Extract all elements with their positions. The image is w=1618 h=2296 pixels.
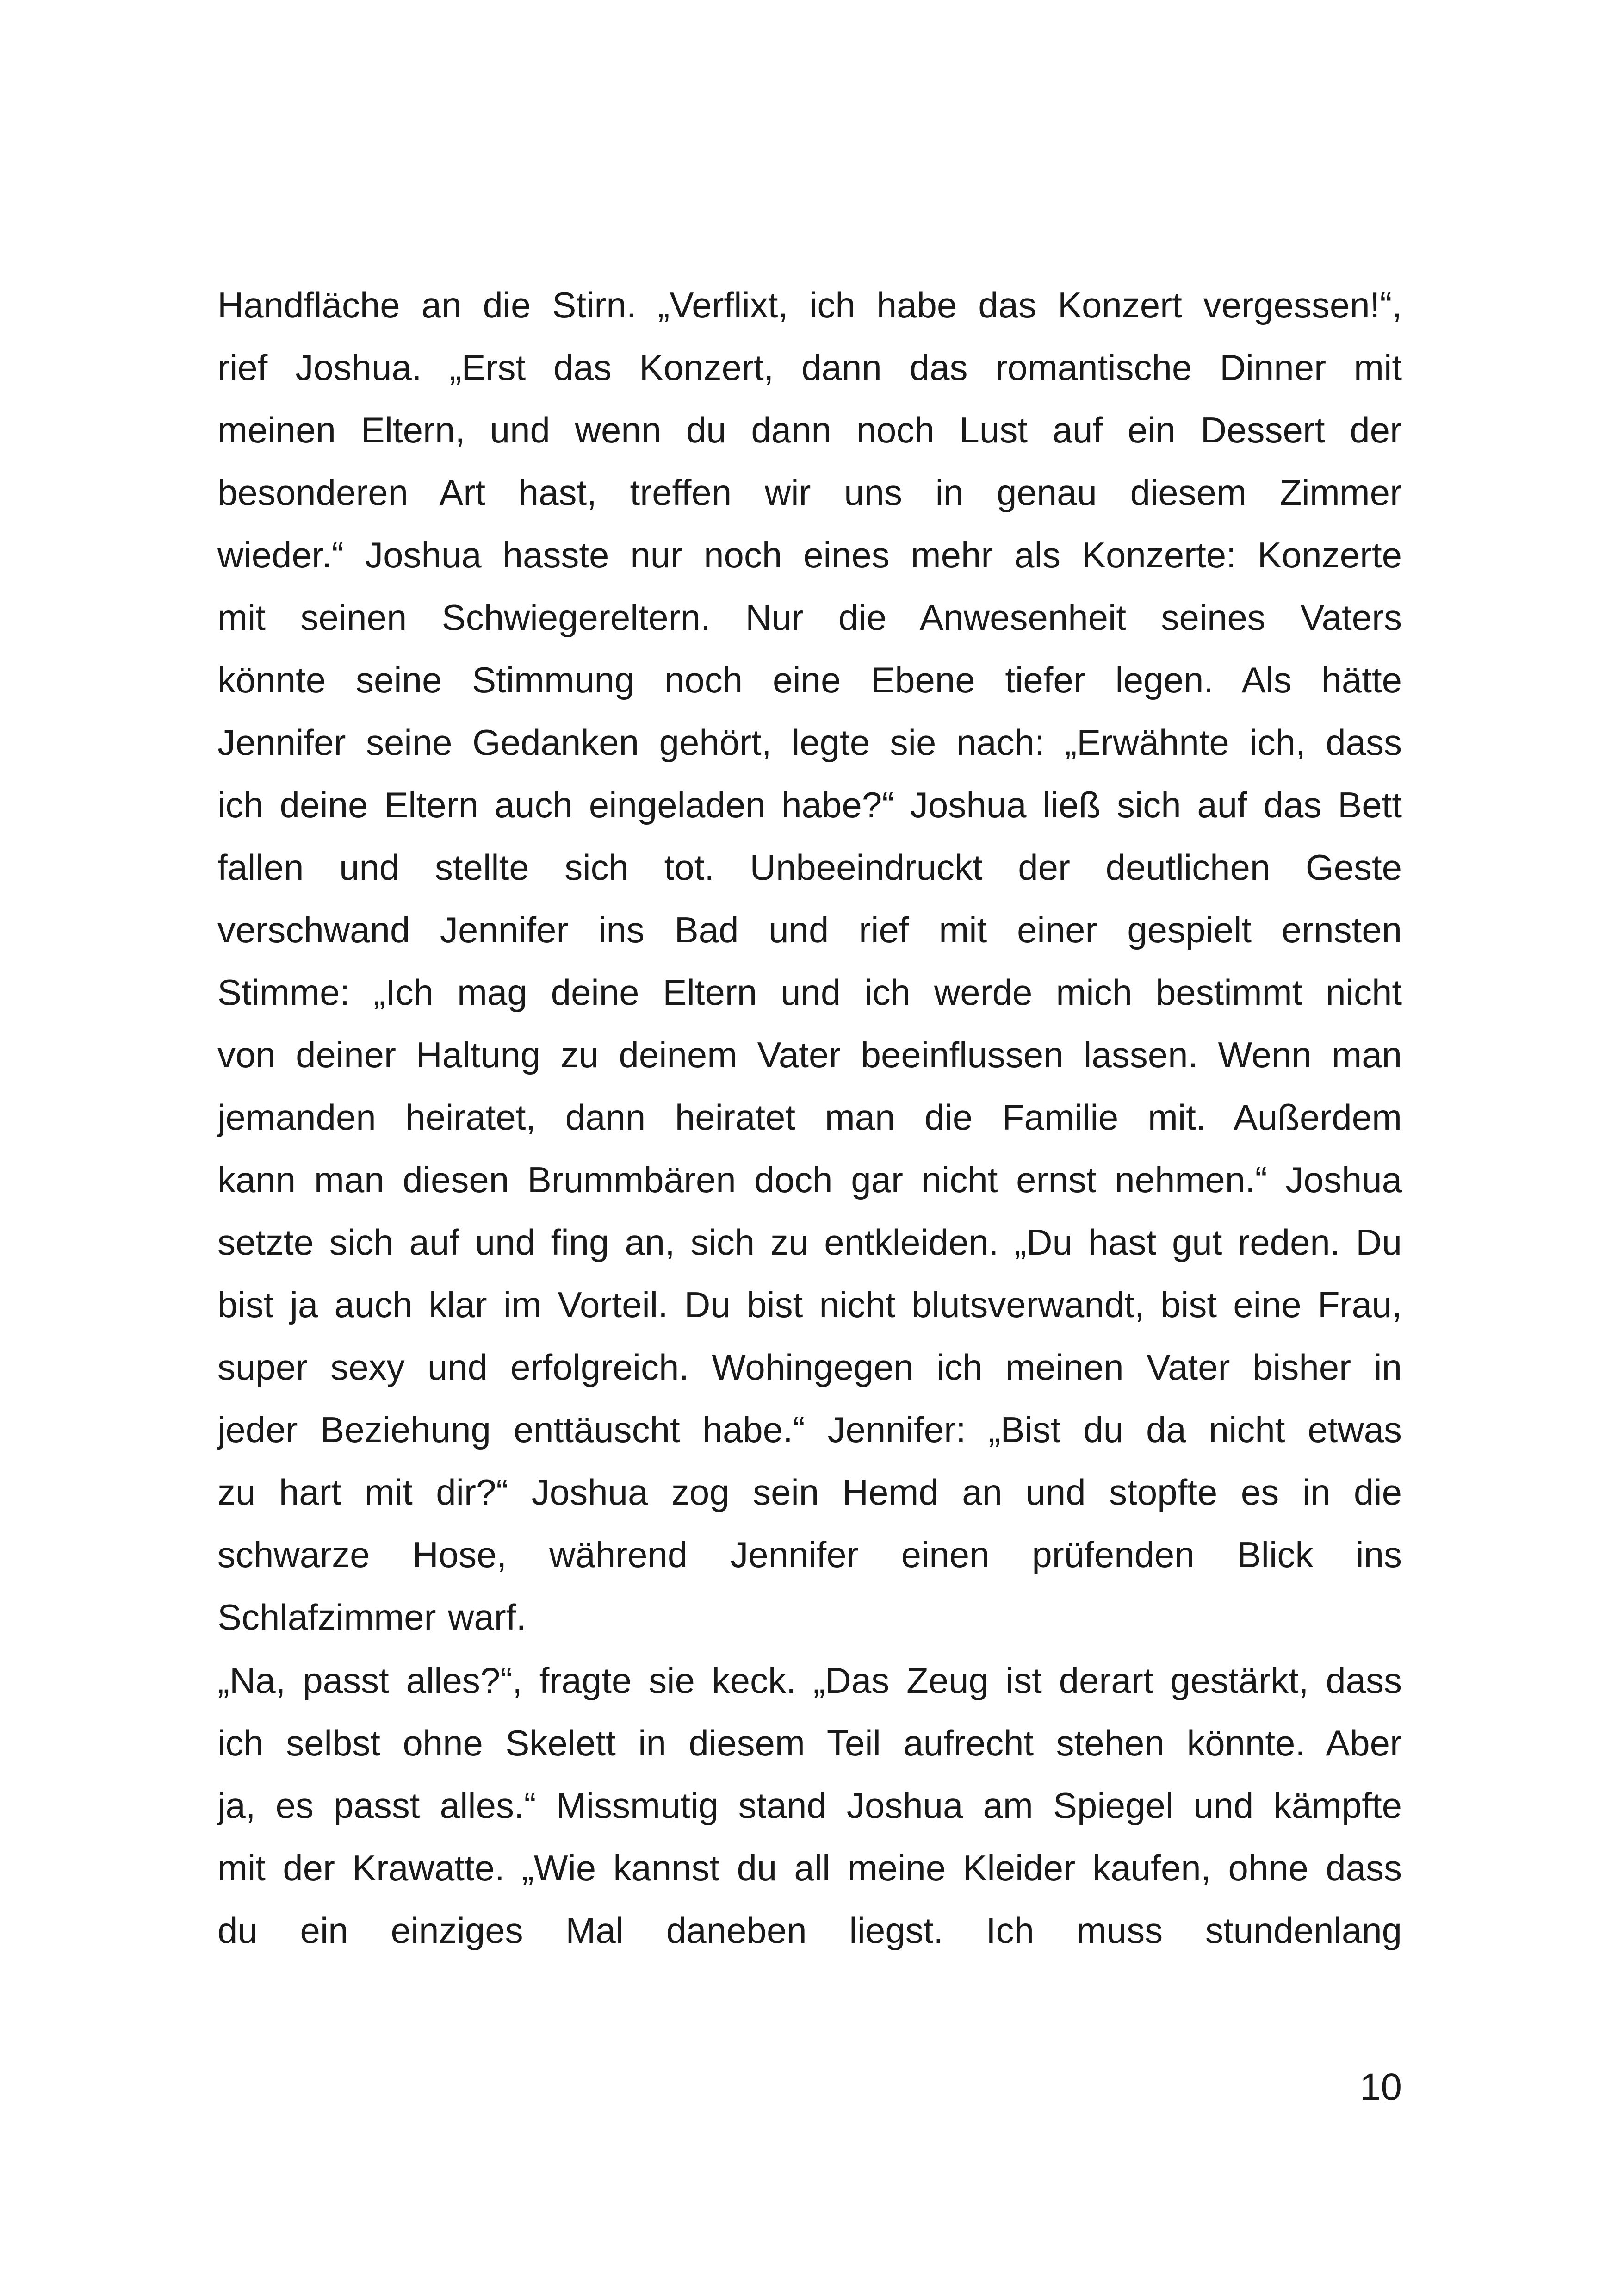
text-line: Jennifer seine Gedanken gehört, legte sie nach: „Erwähnte ich, dass <box>217 722 1402 763</box>
text-line: könnte seine Stimmung noch eine Ebene tiefer legen. Als hätte <box>217 660 1402 700</box>
text-line: Schlafzimmer warf. <box>217 1597 527 1637</box>
text-line: fallen und stellte sich tot. Unbeeindruckt der deutlichen Geste <box>217 847 1402 888</box>
text-line: jemanden heiratet, dann heiratet man die Familie mit. Außerdem <box>217 1097 1402 1138</box>
text-line: zu hart mit dir?“ Joshua zog sein Hemd an und stopfte es in die <box>217 1472 1402 1512</box>
text-line: mit seinen Schwiegereltern. Nur die Anwesenheit seines Vaters <box>217 597 1402 638</box>
text-line: bist ja auch klar im Vorteil. Du bist nicht blutsverwandt, bist eine Frau, <box>217 1284 1402 1325</box>
text-line: besonderen Art hast, treffen wir uns in genau diesem Zimmer <box>217 472 1402 513</box>
text-line: wieder.“ Joshua hasste nur noch eines mehr als Konzerte: Konzerte <box>217 535 1402 575</box>
text-line: von deiner Haltung zu deinem Vater beeinflussen lassen. Wenn man <box>217 1034 1402 1075</box>
paragraph-2 <box>217 1649 1402 1962</box>
text-line: rief Joshua. „Erst das Konzert, dann das romantische Dinner mit <box>217 347 1402 388</box>
text-line: jeder Beziehung enttäuscht habe.“ Jennifer: „Bist du da nicht etwas <box>217 1409 1402 1450</box>
text-line: kann man diesen Brummbären doch gar nicht ernst nehmen.“ Joshua <box>217 1159 1402 1200</box>
text-line: Handfläche an die Stirn. „Verflixt, ich habe das Konzert vergessen!“, <box>217 285 1402 325</box>
text-line: schwarze Hose, während Jennifer einen prüfenden Blick ins <box>217 1534 1402 1575</box>
text-line: verschwand Jennifer ins Bad und rief mit einer gespielt ernsten <box>217 909 1402 950</box>
text-line: ich selbst ohne Skelett in diesem Teil aufrecht stehen könnte. Aber <box>217 1723 1402 1763</box>
text-line: meinen Eltern, und wenn du dann noch Lust auf ein Dessert der <box>217 410 1402 450</box>
text-line: setzte sich auf und fing an, sich zu entkleiden. „Du hast gut reden. Du <box>217 1222 1402 1263</box>
text-line: Stimme: „Ich mag deine Eltern und ich werde mich bestimmt nicht <box>217 972 1402 1013</box>
text-line: „Na, passt alles?“, fragte sie keck. „Das Zeug ist derart gestärkt, dass <box>217 1660 1402 1701</box>
page-number: 10 <box>1359 2066 1402 2108</box>
text-line: ich deine Eltern auch eingeladen habe?“ Joshua ließ sich auf das Bett <box>217 784 1402 825</box>
text-line: mit der Krawatte. „Wie kannst du all meine Kleider kaufen, ohne dass <box>217 1848 1402 1888</box>
text-line: ja, es passt alles.“ Missmutig stand Joshua am Spiegel und kämpfte <box>217 1785 1402 1826</box>
text-line: super sexy und erfolgreich. Wohingegen ich meinen Vater bisher in <box>217 1347 1402 1388</box>
text-line: du ein einziges Mal daneben liegst. Ich muss stundenlang <box>217 1910 1402 1951</box>
paragraph-1 <box>217 274 1402 1649</box>
